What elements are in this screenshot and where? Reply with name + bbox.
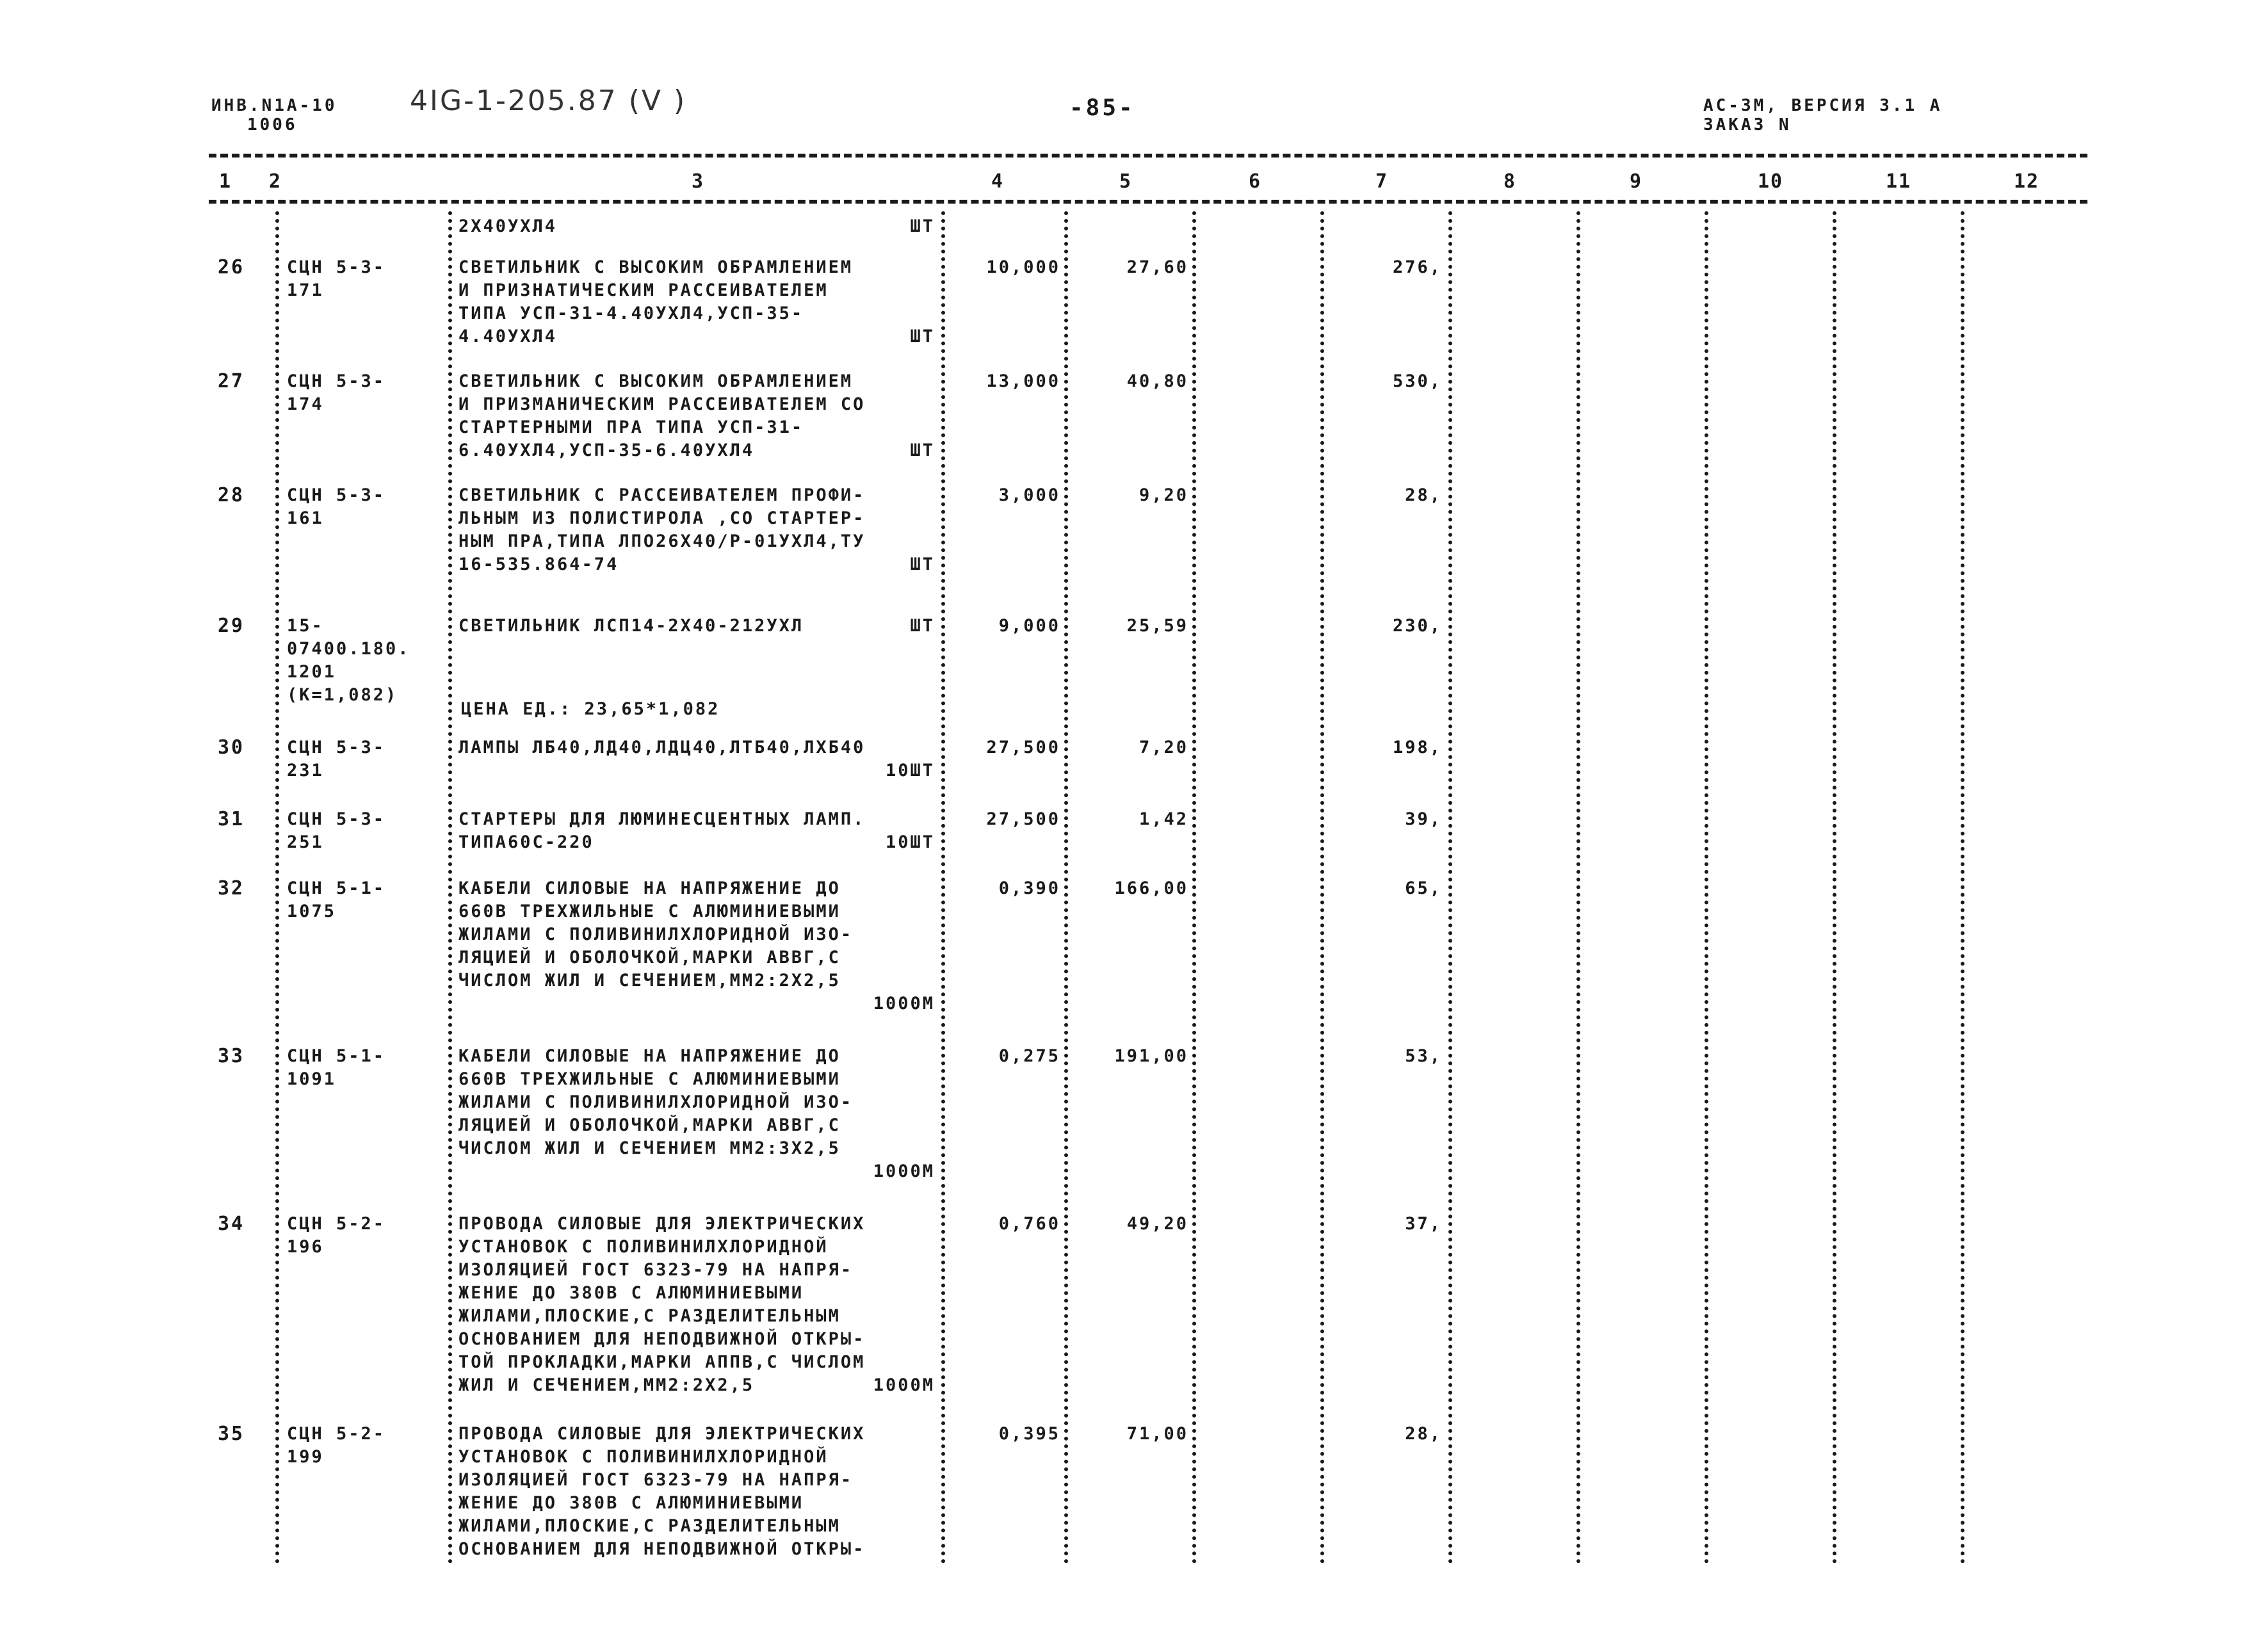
row-quantity: 27,500: [986, 809, 1060, 829]
row-number: 30: [218, 736, 245, 759]
row-description-line: ИЗОЛЯЦИЕЙ ГОСТ 6323-79 НА НАПРЯ-: [458, 1260, 854, 1280]
row-description-line: КАБЕЛИ СИЛОВЫЕ НА НАПРЯЖЕНИЕ ДО: [458, 878, 841, 898]
row-unit-price: 27,60: [1126, 257, 1188, 277]
row-quantity: 9,000: [998, 616, 1060, 636]
row-description-line: ПРОВОДА СИЛОВЫЕ ДЛЯ ЭЛЕКТРИЧЕСКИХ: [458, 1214, 866, 1234]
column-header-1: 1: [219, 170, 232, 193]
inventory-number: [211, 96, 337, 134]
row-code-line: 1091: [287, 1069, 337, 1089]
row-total: 198,: [1392, 738, 1442, 757]
row-description-line: ТИПА60С-220: [458, 832, 594, 852]
column-header-6: 6: [1249, 170, 1262, 193]
row-total: 65,: [1405, 878, 1442, 898]
column-separator: [1961, 211, 1964, 1564]
row-description-line: ЖЕНИЕ ДО 380В С АЛЮМИНИЕВЫМИ: [458, 1283, 804, 1303]
row-code-line: 171: [287, 280, 324, 300]
row-code-line: СЦН 5-2-: [287, 1424, 386, 1444]
row-unit: ШТ: [910, 216, 935, 236]
row-total: 28,: [1405, 485, 1442, 505]
column-header-12: 12: [2014, 170, 2040, 193]
row-description-line: КАБЕЛИ СИЛОВЫЕ НА НАПРЯЖЕНИЕ ДО: [458, 1046, 841, 1066]
column-separator: [448, 211, 452, 1564]
row-description-line: ЛЬНЫМ ИЗ ПОЛИСТИРОЛА ,СО СТАРТЕР-: [458, 508, 866, 528]
row-description-line: 660В ТРЕХЖИЛЬНЫЕ С АЛЮМИНИЕВЫМИ: [458, 1069, 841, 1089]
row-code-line: 174: [287, 394, 324, 414]
row-description-line: СТАРТЕРНЫМИ ПРА ТИПА УСП-31-: [458, 417, 804, 437]
row-description-line: И ПРИЗНАТИЧЕСКИМ РАССЕИВАТЕЛЕМ: [458, 280, 829, 300]
row-quantity: 3,000: [998, 485, 1060, 505]
row-description-line: ИЗОЛЯЦИЕЙ ГОСТ 6323-79 НА НАПРЯ-: [458, 1470, 854, 1490]
row-unit-price: 71,00: [1126, 1424, 1188, 1444]
row-total: 39,: [1405, 809, 1442, 829]
page-number: -85-: [1069, 95, 1135, 121]
row-description-line: ЖИЛАМИ С ПОЛИВИНИЛХЛОРИДНОЙ ИЗО-: [458, 925, 854, 944]
row-unit: 1000М: [873, 1161, 935, 1181]
row-unit-price: 191,00: [1114, 1046, 1188, 1066]
inventory-line-2: 1006: [247, 115, 298, 134]
row-code-line: 251: [287, 832, 324, 852]
column-header-4: 4: [991, 170, 1005, 193]
column-header-3: 3: [692, 170, 705, 193]
row-description-line: СВЕТИЛЬНИК ЛСП14-2Х40-212УХЛ: [458, 616, 804, 636]
column-separator: [1576, 211, 1580, 1564]
column-header-10: 10: [1758, 170, 1784, 193]
column-header-5: 5: [1119, 170, 1133, 193]
row-code-line: СЦН 5-1-: [287, 1046, 386, 1066]
column-separator: [275, 211, 279, 1564]
row-total: 276,: [1392, 257, 1442, 277]
row-description-line: НЫМ ПРА,ТИПА ЛПО26Х40/Р-01УХЛ4,ТУ: [458, 531, 866, 551]
row-total: 37,: [1405, 1214, 1442, 1234]
row-unit: 10ШТ: [885, 761, 935, 780]
column-separator: [1705, 211, 1708, 1564]
table-header-rule: [209, 200, 2087, 204]
row-description-line: СВЕТИЛЬНИК С ВЫСОКИМ ОБРАМЛЕНИЕМ: [458, 371, 854, 391]
row-unit: 1000М: [873, 994, 935, 1014]
row-code-line: СЦН 5-1-: [287, 878, 386, 898]
row-number: 27: [218, 370, 245, 392]
row-description-line: СВЕТИЛЬНИК С ВЫСОКИМ ОБРАМЛЕНИЕМ: [458, 257, 854, 277]
column-header-7: 7: [1375, 170, 1389, 193]
row-quantity: 0,760: [998, 1214, 1060, 1234]
row-description-line: ТИПА УСП-31-4.40УХЛ4,УСП-35-: [458, 303, 804, 323]
row-description-line: СВЕТИЛЬНИК С РАССЕИВАТЕЛЕМ ПРОФИ-: [458, 485, 866, 505]
row-code-line: 15-: [287, 616, 324, 636]
row-unit: 10ШТ: [885, 832, 935, 852]
row-number: 34: [218, 1213, 245, 1235]
row-code-line: 196: [287, 1237, 324, 1257]
row-quantity: 0,275: [998, 1046, 1060, 1066]
row-unit: ШТ: [910, 327, 935, 346]
row-number: 33: [218, 1045, 245, 1067]
row-description-line: ПРОВОДА СИЛОВЫЕ ДЛЯ ЭЛЕКТРИЧЕСКИХ: [458, 1424, 866, 1444]
row-description-line: ЧИСЛОМ ЖИЛ И СЕЧЕНИЕМ,ММ2:2Х2,5: [458, 971, 841, 990]
row-number: 28: [218, 484, 245, 506]
order-number-label: ЗАКАЗ N: [1703, 115, 1792, 134]
column-separator: [1320, 211, 1324, 1564]
row-unit-price: 1,42: [1138, 809, 1188, 829]
row-unit: ШТ: [910, 616, 935, 636]
row-quantity: 10,000: [986, 257, 1060, 277]
row-description-line: ЖИЛАМИ,ПЛОСКИЕ,С РАЗДЕЛИТЕЛЬНЫМ: [458, 1306, 841, 1326]
column-header-11: 11: [1886, 170, 1912, 193]
row-description-line: И ПРИЗМАНИЧЕСКИМ РАССЕИВАТЕЛЕМ СО: [458, 394, 866, 414]
row-description-line: ЛЯЦИЕЙ И ОБОЛОЧКОЙ,МАРКИ АВВГ,С: [458, 1115, 841, 1135]
row-code-line: 1075: [287, 901, 337, 921]
row-code-line: СЦН 5-3-: [287, 371, 386, 391]
row-description-line: ЖИЛ И СЕЧЕНИЕМ,ММ2:2Х2,5: [458, 1375, 755, 1395]
row-description-line: 2Х40УХЛ4: [458, 216, 558, 236]
column-separator: [1192, 211, 1196, 1564]
row-number: 26: [218, 256, 245, 279]
row-number: 31: [218, 808, 245, 830]
row-description-line: 4.40УХЛ4: [458, 327, 558, 346]
price-note: ЦЕНА ЕД.: 23,65*1,082: [461, 699, 720, 719]
row-code-line: СЦН 5-3-: [287, 809, 386, 829]
row-unit: ШТ: [910, 554, 935, 574]
table-top-rule: [209, 154, 2087, 158]
row-total: 28,: [1405, 1424, 1442, 1444]
row-code-line: (К=1,082): [287, 685, 398, 705]
row-quantity: 13,000: [986, 371, 1060, 391]
row-description-line: ЖИЛАМИ С ПОЛИВИНИЛХЛОРИДНОЙ ИЗО-: [458, 1092, 854, 1112]
row-quantity: 0,395: [998, 1424, 1060, 1444]
row-description-line: ЖИЛАМИ,ПЛОСКИЕ,С РАЗДЕЛИТЕЛЬНЫМ: [458, 1516, 841, 1536]
row-unit-price: 7,20: [1138, 738, 1188, 757]
row-description-line: 16-535.864-74: [458, 554, 619, 574]
row-description-line: ОСНОВАНИЕМ ДЛЯ НЕПОДВИЖНОЙ ОТКРЫ-: [458, 1539, 866, 1559]
column-separator: [1064, 211, 1068, 1564]
row-code-line: СЦН 5-3-: [287, 738, 386, 757]
row-code-line: 1201: [287, 662, 337, 682]
column-header-9: 9: [1630, 170, 1643, 193]
row-total: 230,: [1392, 616, 1442, 636]
row-description-line: ОСНОВАНИЕМ ДЛЯ НЕПОДВИЖНОЙ ОТКРЫ-: [458, 1329, 866, 1349]
row-code-line: СЦН 5-3-: [287, 485, 386, 505]
program-version: [1703, 96, 1942, 134]
row-description-line: ТОЙ ПРОКЛАДКИ,МАРКИ АППВ,С ЧИСЛОМ: [458, 1352, 866, 1372]
row-number: 35: [218, 1423, 245, 1445]
row-unit-price: 25,59: [1126, 616, 1188, 636]
row-quantity: 0,390: [998, 878, 1060, 898]
row-description-line: 660В ТРЕХЖИЛЬНЫЕ С АЛЮМИНИЕВЫМИ: [458, 901, 841, 921]
row-number: 32: [218, 877, 245, 900]
row-code-line: 07400.180.: [287, 639, 410, 659]
row-description-line: УСТАНОВОК С ПОЛИВИНИЛХЛОРИДНОЙ: [458, 1447, 829, 1467]
row-description-line: УСТАНОВОК С ПОЛИВИНИЛХЛОРИДНОЙ: [458, 1237, 829, 1257]
row-description-line: ЧИСЛОМ ЖИЛ И СЕЧЕНИЕМ ММ2:3Х2,5: [458, 1138, 841, 1158]
row-description-line: СТАРТЕРЫ ДЛЯ ЛЮМИНЕСЦЕНТНЫХ ЛАМП.: [458, 809, 866, 829]
handwritten-project-code: 4IG-1-205.87 (V ): [410, 85, 687, 117]
row-total: 53,: [1405, 1046, 1442, 1066]
row-quantity: 27,500: [986, 738, 1060, 757]
row-total: 530,: [1392, 371, 1442, 391]
row-description-line: ЖЕНИЕ ДО 380В С АЛЮМИНИЕВЫМИ: [458, 1493, 804, 1513]
row-unit: ШТ: [910, 441, 935, 460]
program-version-line: АС-3М, ВЕРСИЯ 3.1 А: [1703, 96, 1943, 115]
column-separator: [1833, 211, 1836, 1564]
column-header-2: 2: [269, 170, 282, 193]
row-unit-price: 166,00: [1114, 878, 1188, 898]
row-unit-price: 49,20: [1126, 1214, 1188, 1234]
row-code-line: СЦН 5-3-: [287, 257, 386, 277]
row-number: 29: [218, 615, 245, 637]
row-description-line: ЛЯЦИЕЙ И ОБОЛОЧКОЙ,МАРКИ АВВГ,С: [458, 948, 841, 967]
row-unit-price: 9,20: [1138, 485, 1188, 505]
row-code-line: 199: [287, 1447, 324, 1467]
row-description-line: ЛАМПЫ ЛБ40,ЛД40,ЛДЦ40,ЛТБ40,ЛХБ40: [458, 738, 866, 757]
column-header-8: 8: [1503, 170, 1517, 193]
row-unit: 1000М: [873, 1375, 935, 1395]
row-unit-price: 40,80: [1126, 371, 1188, 391]
row-description-line: 6.40УХЛ4,УСП-35-6.40УХЛ4: [458, 441, 755, 460]
inventory-line-1: ИНВ.N1А-10: [211, 96, 337, 115]
row-code-line: 161: [287, 508, 324, 528]
row-code-line: СЦН 5-2-: [287, 1214, 386, 1234]
column-separator: [1448, 211, 1452, 1564]
row-code-line: 231: [287, 761, 324, 780]
